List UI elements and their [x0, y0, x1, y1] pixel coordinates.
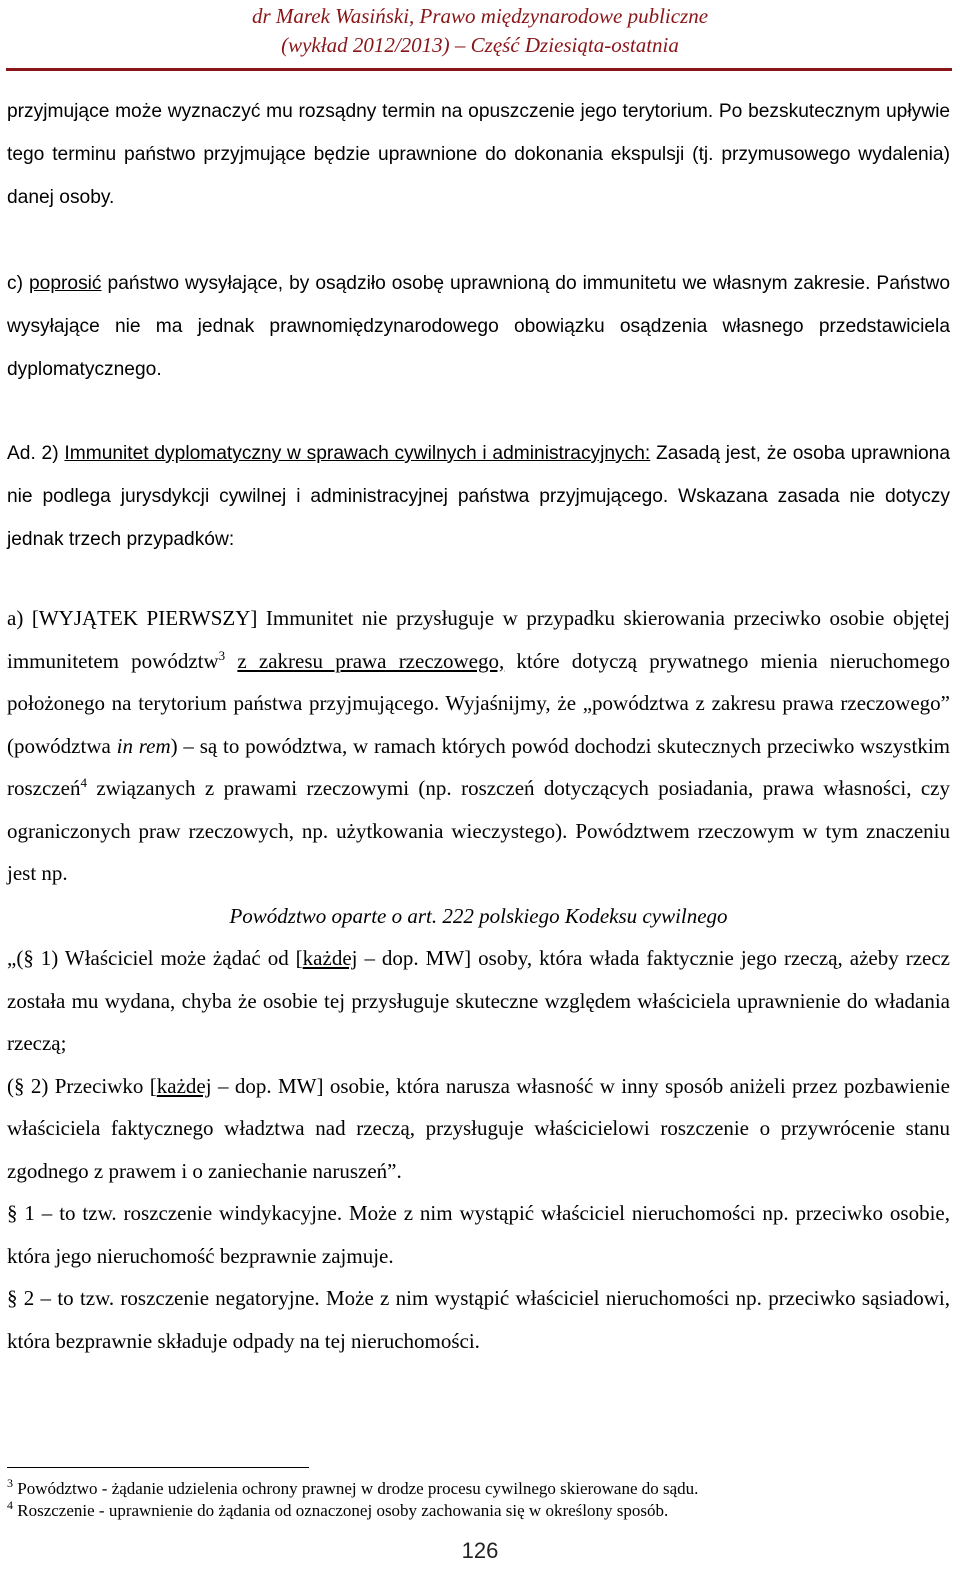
header-line-1: dr Marek Wasiński, Prawo międzynarodowe publiczne	[251, 4, 709, 28]
paragraph-expulsion: przyjmujące może wyznaczyć mu rozsądny termin na opuszczenie jego terytorium. Po bezskutecznym upływie tego terminu państwo przyjmujące będzie uprawnione do dokonania ekspulsji (tj. przymusowego wydalenia) danej osoby.	[7, 101, 950, 208]
footnote-ref-3[interactable]: 3	[218, 647, 226, 663]
exception-one-text-a: a) [WYJĄTEK PIERWSZY] Immunitet nie przysługuje w przypadku skierowania przeciwko osobie objętej immunitetem powództw	[7, 606, 950, 673]
quote-1-underlined: każdej	[302, 946, 358, 970]
header-line-2: (wykład 2012/2013) – Część Dziesiąta-ostatnia	[281, 33, 679, 57]
quote-paragraph-2	[7, 1065, 950, 1193]
option-c-underlined: poprosić	[29, 273, 102, 294]
option-c-prefix: c)	[7, 273, 29, 294]
ad-2-text: Zasadą jest, że osoba uprawniona nie podlega jurysdykcji cywilnej i administracyjnej państwa przyjmującego. Wskazana zasada nie dotyczy jednak trzech przypadków:	[7, 443, 951, 550]
page-content	[7, 90, 950, 1362]
quote-1-text-c: – dop. MW] osoby, która włada faktycznie jego rzeczą, ażeby rzecz została mu wydana, chyba że osobie tej przysługuje skuteczne względem właściciela uprawnienie do władania rzeczą;	[7, 946, 950, 1055]
exception-one-underlined: z zakresu prawa rzeczowego,	[237, 648, 505, 673]
ad-2-heading: Immunitet dyplomatyczny w sprawach cywilnych i administracyjnych:	[64, 443, 651, 464]
exception-one-text-f: związanych z prawami rzeczowymi (np. roszczeń dotyczących posiadania, prawa własności, czy ograniczonych praw rzeczowych, np. użytkowania wieczystego). Powództwem rzeczowym w tym znaczeniu jest np.	[7, 776, 950, 885]
in-rem-term: in rem	[116, 733, 171, 758]
footnotes	[7, 1478, 950, 1522]
footnote-ref-4[interactable]: 4	[80, 775, 87, 790]
article-caption: Powództwo oparte o art. 222 polskiego Kodeksu cywilnego	[229, 903, 728, 928]
ad-2-prefix: Ad. 2)	[7, 443, 65, 464]
note-paragraph-2: § 2 – to tzw. roszczenie negatoryjne. Może z nim wystąpić właściciel nieruchomości np. przeciwko sąsiadowi, która bezprawnie składuje odpady na tej nieruchomości.	[7, 1286, 950, 1353]
footnote-separator	[7, 1467, 309, 1468]
exception-one-text-e: ) – są to powództwa, w ramach których powód dochodzi skutecznych przeciwko wszystkim roszczeń	[7, 733, 950, 800]
quote-2-text-c: – dop. MW] osobie, która narusza własność w inny sposób aniżeli przez pozbawienie właściciela faktycznego władztwa nad rzeczą, przysługuje właścicielowi roszczenie o przywrócenie stanu zgodnego z prawem i o zaniechanie naruszeń”.	[7, 1073, 950, 1183]
quote-1-text-a: „(§ 1) Właściciel może żądać od [	[7, 946, 303, 970]
exception-one-text-c: które dotyczą prywatnego mienia nieruchomego położonego na terytorium państwa przyjmującego. Wyjaśnijmy, że „powództwa z zakresu prawa rzeczowego” (powództwa	[7, 648, 951, 758]
footnote-4	[7, 1500, 950, 1522]
quote-paragraph-1	[7, 937, 950, 1065]
page-number: 126	[461, 1538, 499, 1563]
note-paragraph-1: § 1 – to tzw. roszczenie windykacyjne. Może z nim wystąpić właściciel nieruchomości np. przeciwko osobie, która jego nieruchomość bezprawnie zajmuje.	[7, 1201, 950, 1268]
footnote-4-number: 4	[7, 1498, 13, 1512]
footnote-3-number: 3	[7, 1476, 13, 1490]
footnote-4-text: Roszczenie - uprawnienie do żądania od oznaczonej osoby zachowania się w określony sposób.	[13, 1501, 669, 1520]
paragraph-ad-2	[7, 432, 950, 561]
quote-2-underlined: każdej	[156, 1073, 212, 1098]
footnote-3-text: Powództwo - żądanie udzielenia ochrony prawnej w drodze procesu cywilnego skierowane do sądu.	[13, 1479, 699, 1498]
footnote-3	[7, 1478, 950, 1500]
option-c-text: państwo wysyłające, by osądziło osobę uprawnioną do immunitetu we własnym zakresie. Państwo wysyłające nie ma jednak prawnomiędzynarodowego obowiązku osądzenia własnego przedstawiciela dyplomatycznego.	[7, 273, 950, 380]
paragraph-option-c	[7, 262, 950, 391]
paragraph-exception-one	[7, 597, 950, 895]
page-header	[0, 2, 960, 60]
header-rule	[6, 68, 952, 71]
quote-2-text-a: (§ 2) Przeciwko [	[7, 1073, 157, 1098]
